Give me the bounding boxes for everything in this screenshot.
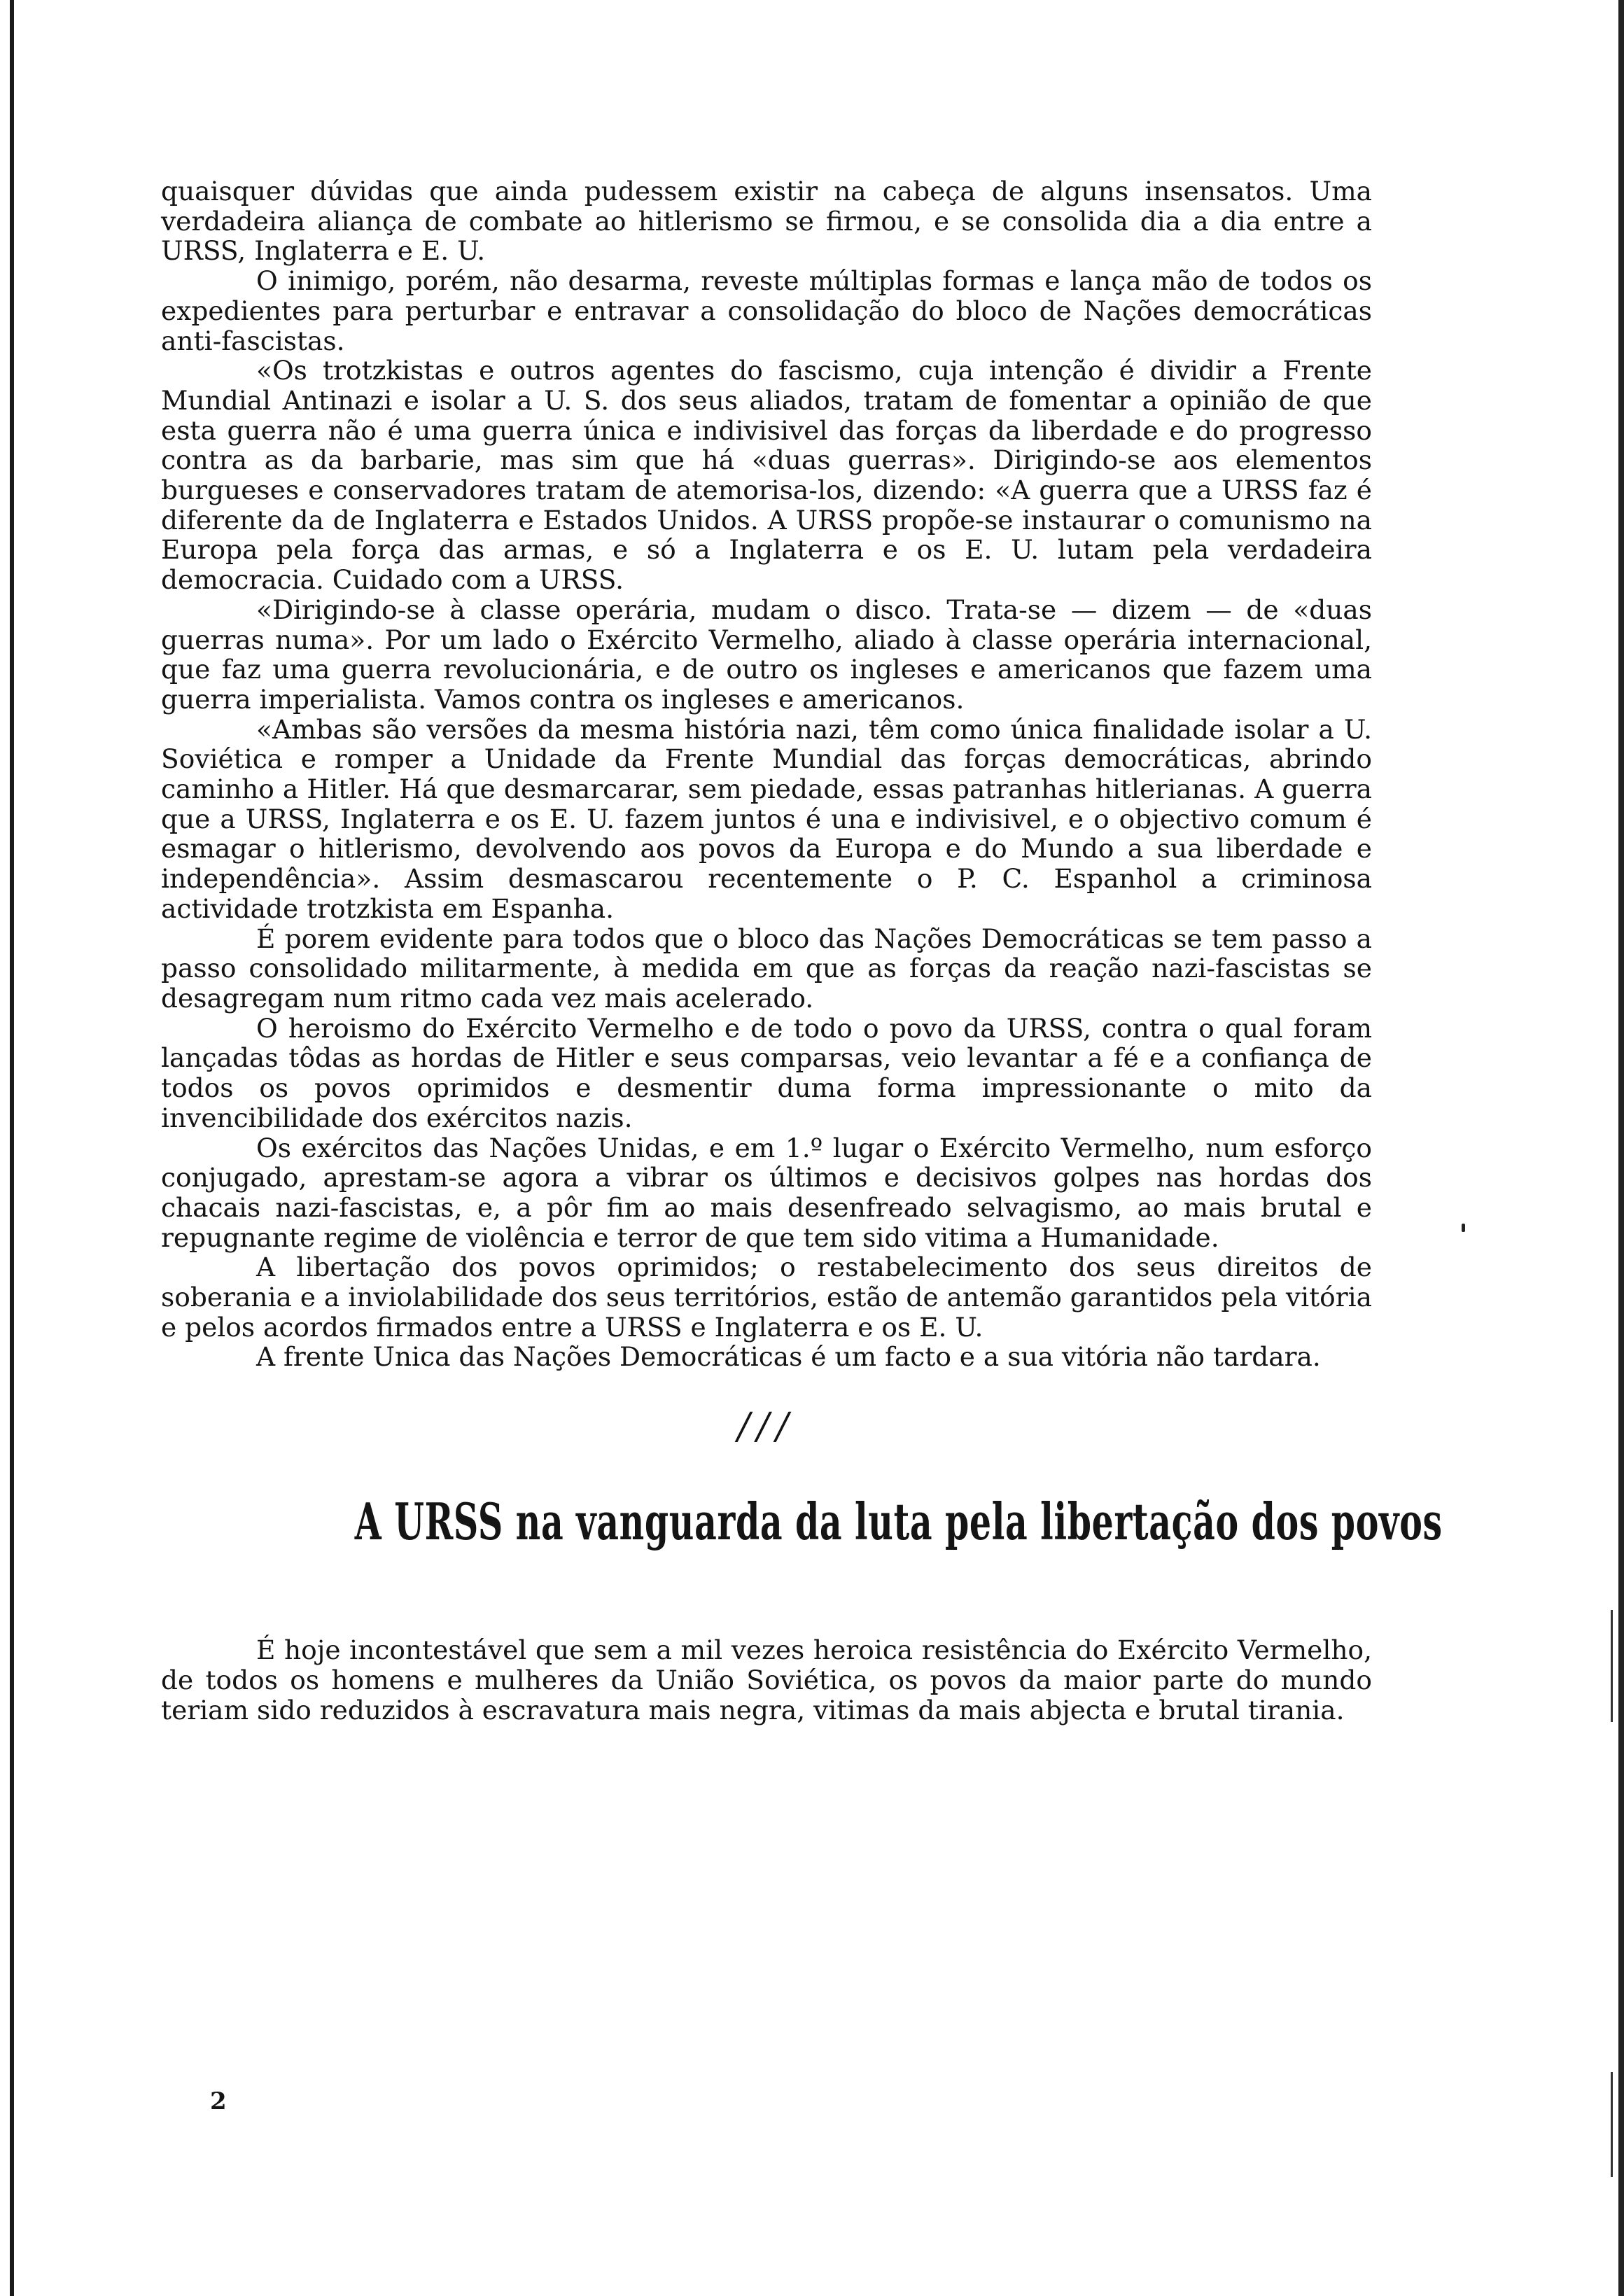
- paragraph-1: quaisquer dúvidas que ainda pudessem existir na cabeça de alguns insensatos. Uma verdadeira aliança de combate ao hitlerismo se firmou, e se consolida dia a dia entre a URSS, Inglaterra e E. U.: [161, 176, 1372, 267]
- paragraph-6: É porem evidente para todos que o bloco das Nações Democráticas se tem passo a passo consolidado militarmente, à medida em que as forças da reação nazi-fascistas se desagregam num ritmo cada vez mais acelerado.: [161, 923, 1372, 1014]
- page-number: 2: [210, 2087, 227, 2115]
- section-body: [161, 1635, 1372, 1725]
- document-page: [161, 176, 1443, 1726]
- paragraph-10: A frente Unica das Nações Democráticas é um facto e a sua vitória não tardara.: [256, 1341, 1321, 1373]
- section-heading: A URSS na vanguarda da luta pela libertação dos povos: [354, 1492, 1443, 1552]
- section-separator: ///: [737, 1406, 796, 1448]
- scan-left-border: [10, 0, 14, 2296]
- paragraph-5: «Ambas são versões da mesma história nazi, têm como única finalidade isolar a U. Soviética e romper a Unidade da Frente Mundial das forças democráticas, abrindo caminho a Hitler. Há que desmarcarar, sem piedade, essas patranhas hitlerianas. A guerra que a URSS, Inglaterra e os E. U. fazem juntos é una e indivisivel, e o objectivo comum é esmagar o hitlerismo, devolvendo aos povos da Europa e do Mundo a sua liberdade e independência». Assim desmascarou recentemente o P. C. Espanhol a criminosa actividade trotzkista em Espanha.: [161, 713, 1372, 924]
- paragraph-8: Os exércitos das Nações Unidas, e em 1.º lugar o Exército Vermelho, num esforço conjugado, aprestam-se agora a vibrar os últimos e decisivos golpes nas hordas dos chacais nazi-fascistas, e, a pôr fim ao mais desenfreado selvagismo, ao mais brutal e repugnante regime de violência e terror de que tem sido vitima a Humanidade.: [161, 1132, 1372, 1253]
- scan-edge-mark: [1611, 2072, 1613, 2177]
- scan-right-border: [1618, 0, 1624, 2296]
- paragraph-4: «Dirigindo-se à classe operária, mudam o disco. Trata-se — dizem — de «duas guerras numa». Por um lado o Exército Vermelho, aliado à classe operária internacional, que faz uma guerra revolucionária, e de outro os ingleses e americanos que fazem uma guerra imperialista. Vamos contra os ingleses e americanos.: [161, 594, 1372, 715]
- paragraph-2: O inimigo, porém, não desarma, reveste múltiplas formas e lança mão de todos os expedientes para perturbar e entravar a consolidação do bloco de Nações democráticas anti-fascistas.: [161, 265, 1372, 356]
- paragraph-7: O heroismo do Exército Vermelho e de todo o povo da URSS, contra o qual foram lançadas tôdas as hordas de Hitler e seus comparsas, veio levantar a fé e a confiança de todos os povos oprimidos e desmentir duma forma impressionante o mito da invencibilidade dos exércitos nazis.: [161, 1012, 1372, 1133]
- paragraph-9: A libertação dos povos oprimidos; o restabelecimento dos seus direitos de soberania e a inviolabilidade dos seus territórios, estão de antemão garantidos pela vitória e pelos acordos firmados entre a URSS e Inglaterra e os E. U.: [161, 1252, 1372, 1343]
- paragraph-3: «Os trotzkistas e outros agentes do fascismo, cuja intenção é dividir a Frente Mundial Antinazi e isolar a U. S. dos seus aliados, tratam de fomentar a opinião de que esta guerra não é uma guerra única e indivisivel das forças da liberdade e do progresso contra as da barbarie, mas sim que há «duas guerras». Dirigindo-se aos elementos burgueses e conservadores tratam de atemorisa-los, dizendo: «A guerra que a URSS faz é diferente da de Inglaterra e Estados Unidos. A URSS propõe-se instaurar o comunismo na Europa pela força das armas, e só a Inglaterra e os E. U. lutam pela verdadeira democracia. Cuidado com a URSS.: [161, 355, 1372, 596]
- section-paragraph-1: É hoje incontestável que sem a mil vezes heroica resistência do Exército Vermelho, de todos os homens e mulheres da União Soviética, os povos da maior parte do mundo teriam sido reduzidos à escravatura mais negra, vitimas da mais abjecta e brutal tirania.: [161, 1634, 1372, 1726]
- stray-ink-mark: [1462, 1224, 1465, 1232]
- scan-edge-mark: [1611, 1610, 1613, 1722]
